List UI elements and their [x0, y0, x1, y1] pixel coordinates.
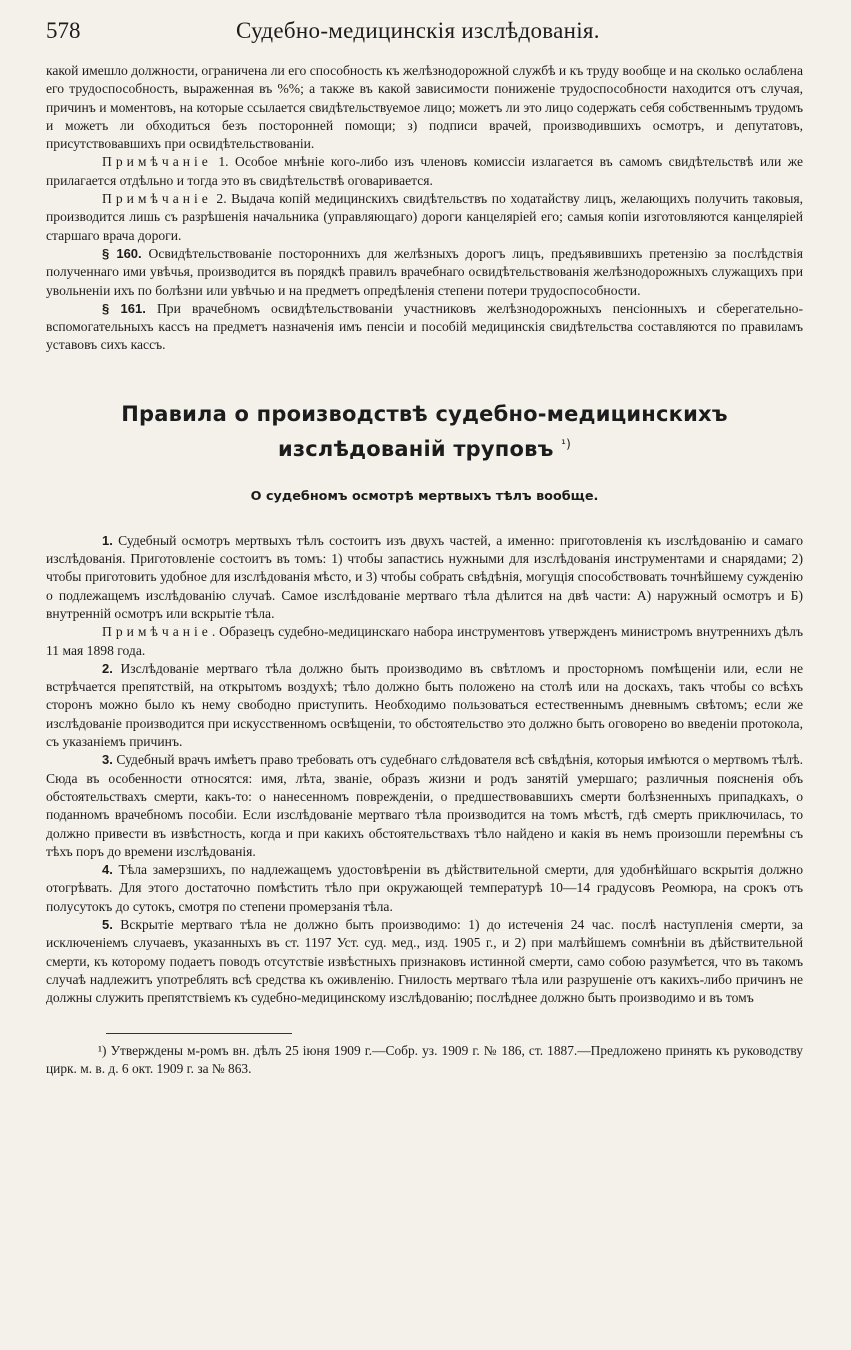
- note-paragraph: [46, 153, 803, 190]
- paragraph-number: 2.: [102, 660, 113, 676]
- section-subtitle: О судебномъ осмотрѣ мертвыхъ тѣлъ вообще.: [250, 488, 599, 504]
- paragraph-text: Судебный врачъ имѣетъ право требовать отъ судебнаго слѣдователя всѣ свѣдѣнія, которыя имѣются о мертвомъ тѣлѣ. Сюда въ особенности относятся: имя, лѣта, званіе, образъ жизни и родъ занятій умершаго; различныя поясненія объ обстоятельствахъ смерти, какъ-то: о нанесенномъ поврежденіи, о предшествовавшихъ смерти болѣзненныхъ припадкахъ, о поданномъ врачебномъ пособіи. Если изслѣдованіе мертваго тѣла производится на томъ мѣстѣ, гдѣ смерть приключилась, то должно привести въ извѣстность, когда и при какихъ обстоятельствахъ тѣло найдено и какія въ немъ произошли перемѣны съ тѣхъ поръ до времени изслѣдованія.: [46, 752, 803, 859]
- note-label: Примѣчаніе: [102, 191, 212, 207]
- numbered-paragraph: [46, 532, 803, 623]
- paragraph-text: . Образецъ судебно-медицинскаго набора инструментовъ утвержденъ министромъ внутреннихъ дѣлъ 11 мая 1898 года.: [46, 624, 803, 658]
- numbered-paragraph: [46, 916, 803, 1007]
- section-title: [46, 399, 803, 464]
- note-paragraph: [46, 190, 803, 245]
- numbered-paragraph: [46, 861, 803, 916]
- section-title-text: Правила о производствѣ судебно-медицинскихъ изслѣдованій труповъ: [121, 401, 728, 461]
- footnote: ¹) Утверждены м-ромъ вн. дѣлъ 25 іюня 1909 г.—Собр. уз. 1909 г. № 186, ст. 1887.—Предложено принять къ руководству цирк. м. в. д. 6 окт. 1909 г. за № 863.: [46, 1043, 803, 1077]
- footnote-divider: [106, 1033, 292, 1034]
- note-paragraph: [46, 623, 803, 660]
- numbered-paragraph: [46, 660, 803, 751]
- footnote-mark: ¹): [561, 436, 572, 451]
- note-label: Примѣчаніе: [102, 154, 212, 170]
- paragraph-text: При врачебномъ освидѣтельствованіи участниковъ желѣзнодорожныхъ пенсіонныхъ и сберегательно-вспомогательныхъ кассъ на предметъ назначенія имъ пенсіи и пособій медицинскія свидѣтельства составляются по правиламъ уставовъ сихъ кассъ.: [46, 300, 803, 353]
- paragraph-number: 4.: [102, 862, 113, 878]
- paragraph-text: Вскрытіе мертваго тѣла не должно быть производимо: 1) до истеченія 24 час. послѣ наступленія смерти, за исключеніемъ случаевъ, указанныхъ въ ст. 1197 Уст. суд. мед., изд. 1905 г., и 2) при малѣйшемъ сомнѣніи въ дѣйствительной смерти, къ которому подаетъ поводъ отсутствіе извѣстныхъ признаковъ истинной смерти, само собою разумѣется, что въ такомъ случаѣ надлежитъ употреблять всѣ средства къ оживленію. Гнилость мертваго тѣла или разрушеніе отъ какихъ-либо причинъ не должны служить препятствіемъ къ судебно-медицинскому изслѣдованію; послѣднее должно быть производимо и въ томъ: [46, 916, 803, 1006]
- numbered-paragraph: [46, 300, 803, 355]
- paragraph-text: какой имешло должности, ограничена ли его способность къ желѣзнодорожной службѣ и къ труду вообще и на сколько ослаблена его трудоспособность, выраженная въ %%; а также въ какой зависимости пониженіе трудоспособности находится отъ случая, причинъ и моментовъ, на которые ссылается свидѣтельствуемое лицо; можетъ ли это лицо содержать себя собственнымъ трудомъ и можетъ ли обходиться безъ посторонней помощи; з) подписи врачей, производившихъ осмотръ, и депутатовъ, присутствовавшихъ при освидѣтельствованіи.: [46, 63, 803, 152]
- paragraph-text: Изслѣдованіе мертваго тѣла должно быть производимо въ свѣтломъ и просторномъ помѣщеніи или, если не встрѣчается препятствій, на открытомъ воздухѣ; тѣло должно быть положено на столѣ или на доскахъ, такъ чтобы со всѣхъ сторонъ можно было къ нему свободно приступить. Необходимо пользоваться естественнымъ дневнымъ свѣтомъ; если же изслѣдованіе производится при искусственномъ освѣщеніи, то обстоятельство это должно быть оговорено во введеніи протокола, съ указаніемъ причинъ.: [46, 660, 803, 750]
- note-label: Примѣчаніе: [102, 624, 212, 640]
- page-number: 578: [46, 18, 81, 43]
- paragraph-text: 2. Выдача копій медицинскихъ свидѣтельствъ по ходатайству лицъ, желающихъ получить таковыя, производится лишь съ разрѣшенія начальника (управляющаго) дороги канцеляріей его; самыя копіи изготовляются канцеляріей старшаго врача дороги.: [46, 191, 803, 243]
- body-text-block: [46, 532, 803, 1008]
- numbered-paragraph: [46, 751, 803, 861]
- paragraph-text: 1. Особое мнѣніе кого-либо изъ членовъ комиссіи излагается въ самомъ свидѣтельствѣ или же прилагается отдѣльно и тогда это въ свидѣтельствѣ оговаривается.: [46, 154, 803, 188]
- continuation-paragraph: [46, 62, 803, 153]
- running-head: [46, 18, 803, 48]
- paragraph-number: 3.: [102, 752, 113, 768]
- paragraph-number: § 161.: [102, 300, 146, 316]
- paragraph-number: 5.: [102, 916, 113, 932]
- top-text-block: [46, 62, 803, 355]
- paragraph-text: Освидѣтельствованіе постороннихъ для желѣзныхъ дорогъ лицъ, предъявившихъ претензію за послѣдствія полученнаго ими увѣчья, производится въ порядкѣ правилъ врачебнаго освидѣтельствованія желѣзнодорожныхъ служащихъ при увольненіи ихъ по болѣзни или увѣчью и на предметъ опредѣленія степени потери трудоспособности.: [46, 245, 803, 298]
- running-title: Судебно-медицинскія изслѣдованія.: [236, 18, 600, 43]
- paragraph-text: Судебный осмотръ мертвыхъ тѣлъ состоитъ изъ двухъ частей, а именно: приготовленія къ изслѣдованію и самаго изслѣдованія. Приготовленіе состоитъ въ томъ: 1) чтобы запастись нужными для изслѣдованія инструментами и снарядами; 2) чтобы приготовить удобное для изслѣдованія мѣсто, и 3) чтобы собрать свѣдѣнія, могущія способствовать точнѣйшему сужденію о подлежащемъ изслѣдованію случаѣ. Самое изслѣдованіе мертваго тѣла дѣлится на двѣ части: А) наружный осмотръ и Б) внутренній осмотръ или вскрытіе тѣла.: [46, 532, 803, 621]
- paragraph-number: 1.: [102, 532, 113, 548]
- paragraph-number: § 160.: [102, 245, 142, 261]
- paragraph-text: Тѣла замерзшихъ, по надлежащемъ удостовѣреніи въ дѣйствительной смерти, для удобнѣйшаго вскрытія должно отогрѣвать. Для этого достаточно помѣстить тѣло при окружающей температурѣ 10—14 градусовъ Реомюра, на срокъ отъ полусутокъ до сутокъ, смотря по степени промерзанія тѣла.: [46, 862, 803, 914]
- numbered-paragraph: [46, 245, 803, 300]
